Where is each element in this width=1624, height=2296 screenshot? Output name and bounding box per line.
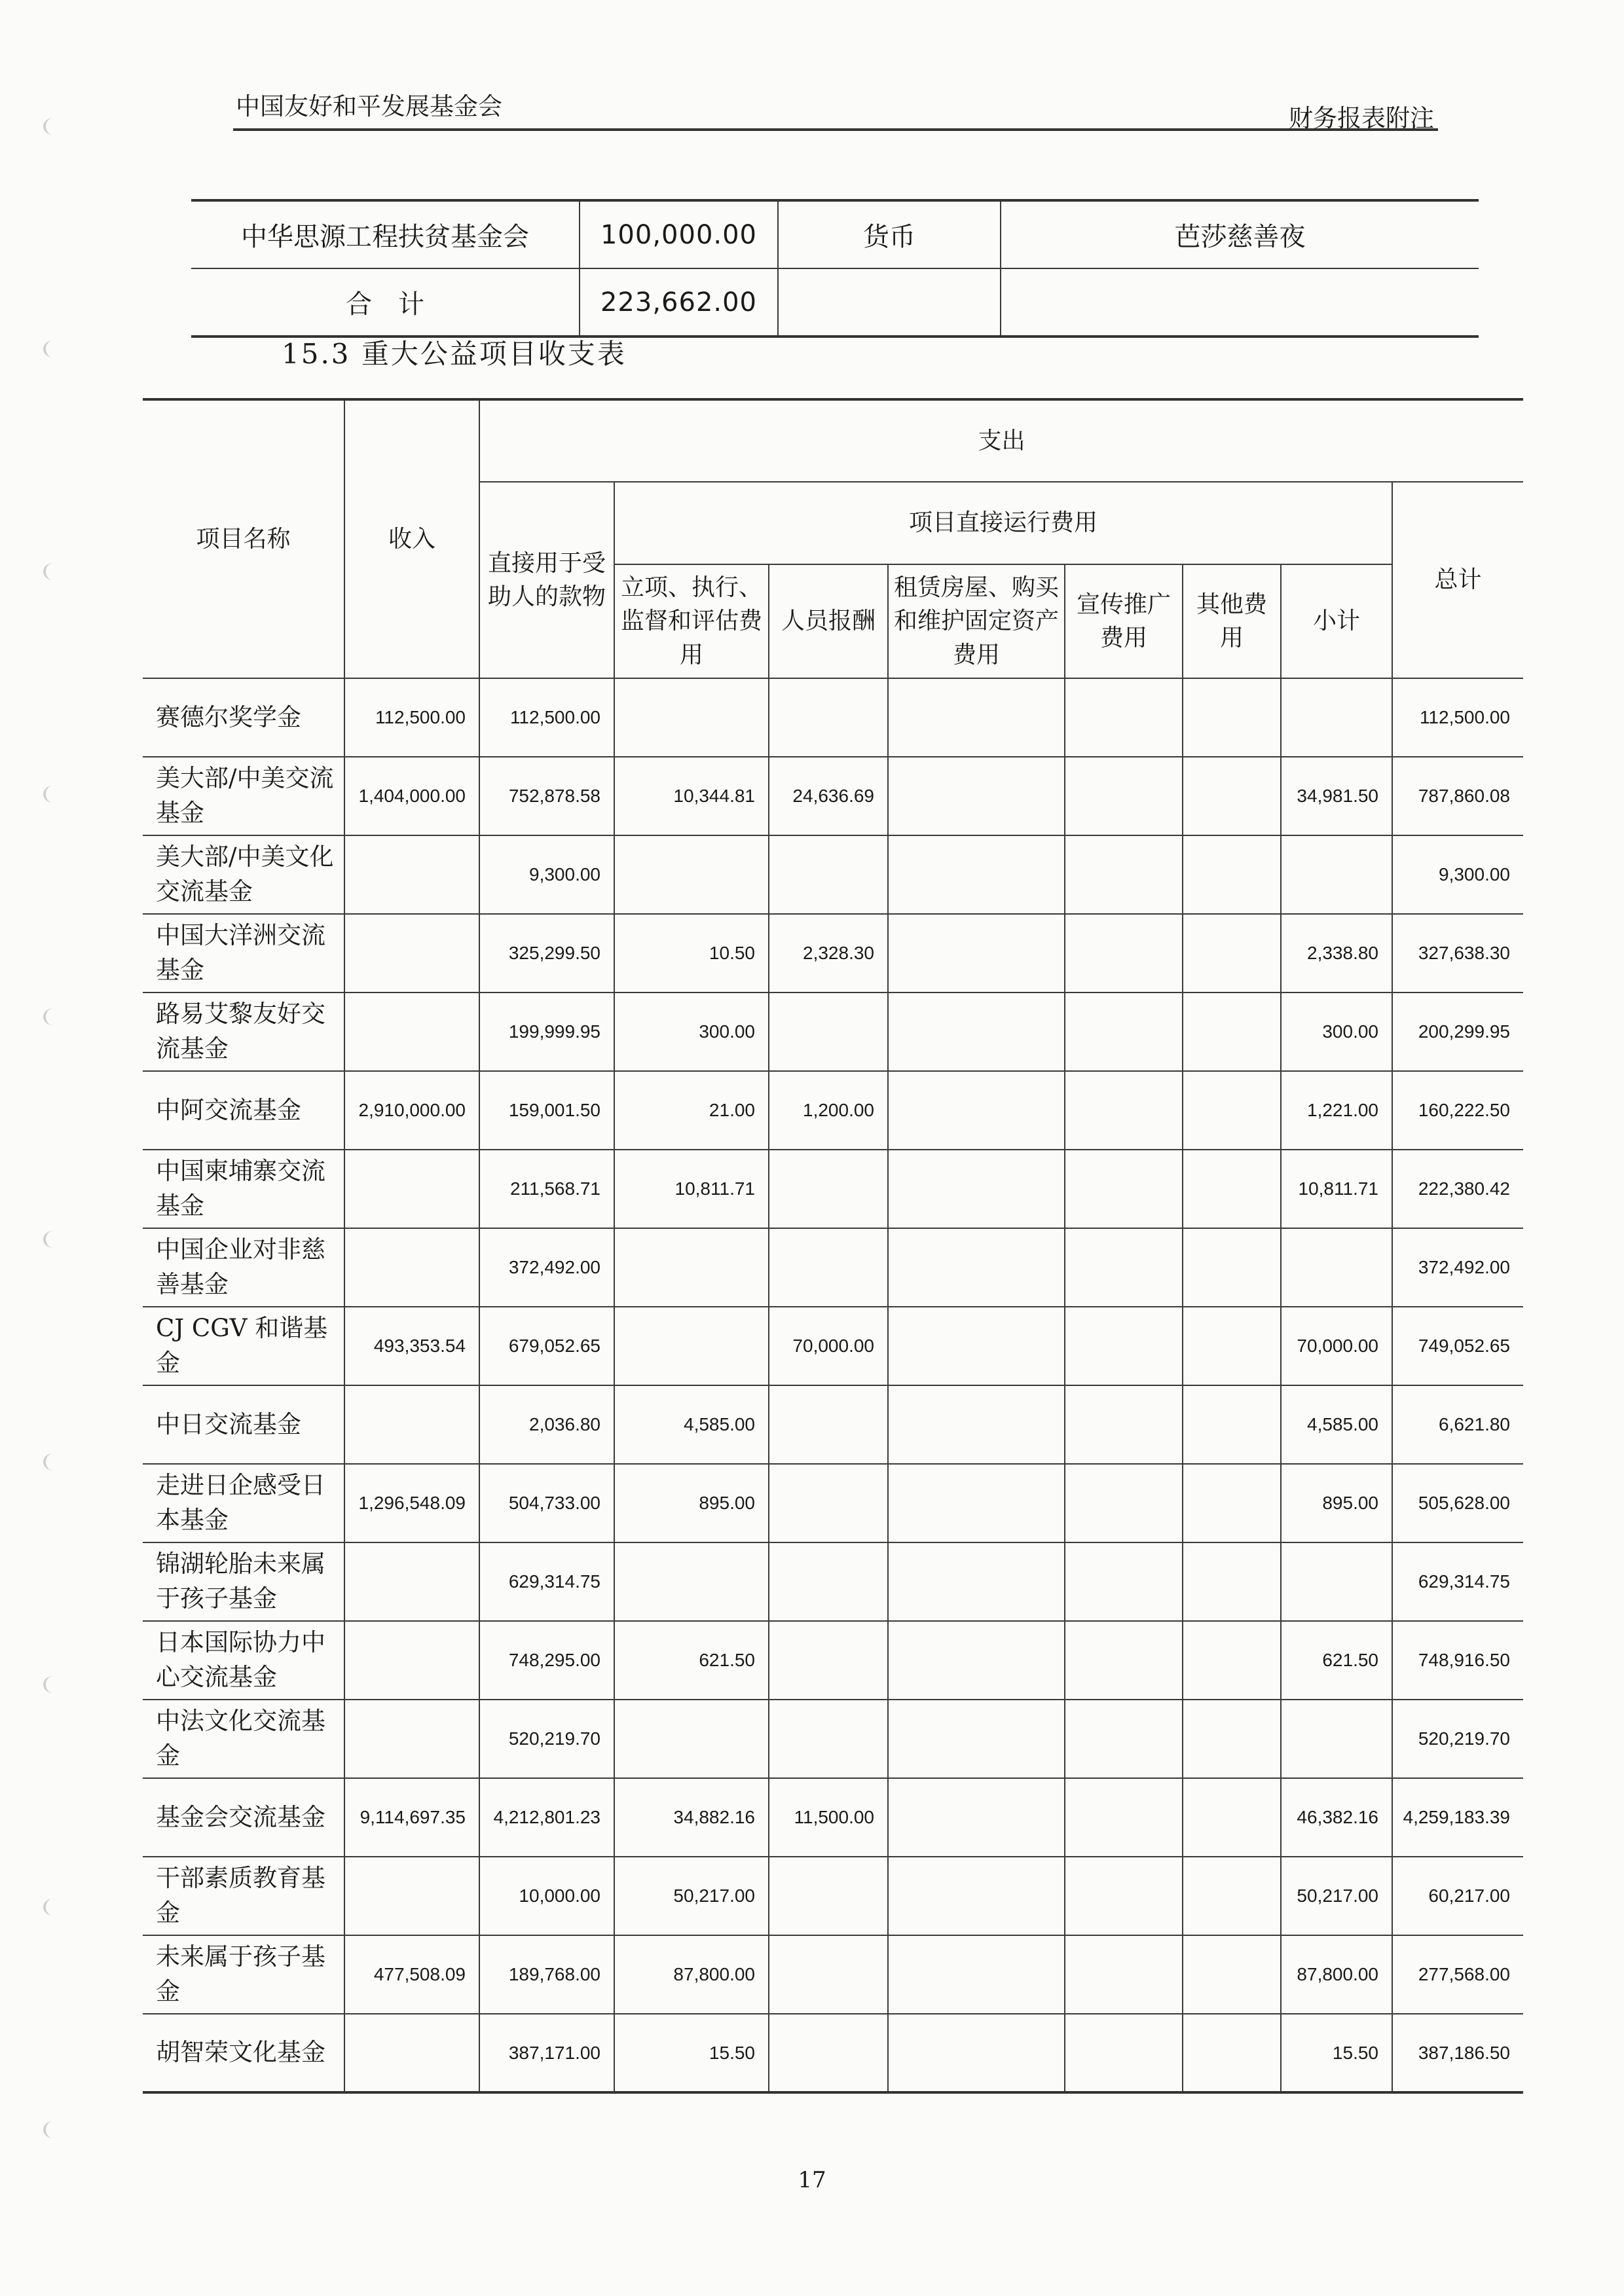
page-number: 17: [798, 2167, 826, 2193]
income-cell: 477,508.09: [344, 1935, 479, 2014]
rent-cell: [888, 1778, 1065, 1857]
direct-aid-cell: 211,568.71: [479, 1150, 614, 1228]
setup-fee-cell: 87,800.00: [614, 1935, 769, 2014]
direct-aid-cell: 679,052.65: [479, 1307, 614, 1385]
col-header-direct: 直接用于受助人的款物: [479, 482, 614, 678]
staff-pay-cell: [769, 1542, 888, 1621]
promo-cell: [1065, 1385, 1183, 1464]
direct-aid-cell: 752,878.58: [479, 757, 614, 835]
income-cell: [344, 914, 479, 993]
punch-hole-mark: [43, 563, 63, 580]
punch-hole-mark: [43, 1453, 63, 1470]
col-header-staff: 人员报酬: [769, 564, 888, 678]
col-header-income: 收入: [344, 399, 479, 678]
project-name-cell: 日本国际协力中心交流基金: [143, 1621, 344, 1700]
total-cell: 749,052.65: [1392, 1307, 1523, 1385]
table-row: [143, 757, 1523, 835]
promo-cell: [1065, 914, 1183, 993]
staff-pay-cell: [769, 1228, 888, 1307]
staff-pay-cell: [769, 1700, 888, 1778]
staff-pay-cell: 24,636.69: [769, 757, 888, 835]
income-cell: 2,910,000.00: [344, 1071, 479, 1150]
col-header-expense: 支出: [479, 399, 1523, 482]
other-fee-cell: [1183, 1935, 1281, 2014]
col-header-promo: 宣传推广费用: [1065, 564, 1183, 678]
income-cell: 1,404,000.00: [344, 757, 479, 835]
promo-cell: [1065, 1778, 1183, 1857]
promo-cell: [1065, 1542, 1183, 1621]
table-row: [143, 1228, 1523, 1307]
col-header-total: 总计: [1392, 482, 1523, 678]
total-cell: 112,500.00: [1392, 678, 1523, 757]
table-row: [143, 993, 1523, 1071]
direct-aid-cell: 629,314.75: [479, 1542, 614, 1621]
direct-aid-cell: 2,036.80: [479, 1385, 614, 1464]
other-fee-cell: [1183, 1150, 1281, 1228]
rent-cell: [888, 914, 1065, 993]
direct-aid-cell: 387,171.00: [479, 2014, 614, 2092]
table-row: [143, 678, 1523, 757]
income-cell: 112,500.00: [344, 678, 479, 757]
other-fee-cell: [1183, 1700, 1281, 1778]
setup-fee-cell: 50,217.00: [614, 1857, 769, 1935]
other-fee-cell: [1183, 1307, 1281, 1385]
setup-fee-cell: 4,585.00: [614, 1385, 769, 1464]
setup-fee-cell: 10.50: [614, 914, 769, 993]
table-row: [191, 268, 1479, 337]
total-cell: 372,492.00: [1392, 1228, 1523, 1307]
direct-aid-cell: 520,219.70: [479, 1700, 614, 1778]
total-cell: 787,860.08: [1392, 757, 1523, 835]
total-cell: 160,222.50: [1392, 1071, 1523, 1150]
table-row: [143, 1700, 1523, 1778]
subtotal-cell: 70,000.00: [1281, 1307, 1392, 1385]
setup-fee-cell: 895.00: [614, 1464, 769, 1542]
setup-fee-cell: [614, 1542, 769, 1621]
table-row: [143, 1935, 1523, 2014]
table-row: [143, 1307, 1523, 1385]
rent-cell: [888, 1857, 1065, 1935]
other-fee-cell: [1183, 1542, 1281, 1621]
table-row: [143, 1150, 1523, 1228]
staff-pay-cell: 2,328.30: [769, 914, 888, 993]
staff-pay-cell: [769, 1150, 888, 1228]
setup-fee-cell: [614, 1307, 769, 1385]
setup-fee-cell: 621.50: [614, 1621, 769, 1700]
subtotal-cell: 10,811.71: [1281, 1150, 1392, 1228]
direct-aid-cell: 9,300.00: [479, 835, 614, 914]
direct-aid-cell: 504,733.00: [479, 1464, 614, 1542]
other-fee-cell: [1183, 678, 1281, 757]
project-name-cell: CJ CGV 和谐基金: [143, 1307, 344, 1385]
col-header-rent: 租赁房屋、购买和维护固定资产费用: [888, 564, 1065, 678]
promo-cell: [1065, 1228, 1183, 1307]
other-fee-cell: [1183, 1778, 1281, 1857]
setup-fee-cell: [614, 1700, 769, 1778]
project-name-cell: 胡智荣文化基金: [143, 2014, 344, 2092]
table-row: [143, 1071, 1523, 1150]
punch-hole-mark: [43, 1231, 63, 1248]
promo-cell: [1065, 678, 1183, 757]
setup-fee-cell: 21.00: [614, 1071, 769, 1150]
promo-cell: [1065, 1857, 1183, 1935]
promo-cell: [1065, 835, 1183, 914]
table-row: [143, 1778, 1523, 1857]
project-income-expense-table: [143, 398, 1523, 2094]
staff-pay-cell: [769, 1621, 888, 1700]
setup-fee-cell: 10,811.71: [614, 1150, 769, 1228]
form-cell: [778, 268, 1001, 337]
rent-cell: [888, 993, 1065, 1071]
subtotal-cell: 15.50: [1281, 2014, 1392, 2092]
project-name-cell: 中日交流基金: [143, 1385, 344, 1464]
total-cell: 277,568.00: [1392, 1935, 1523, 2014]
header-row: [143, 399, 1523, 482]
promo-cell: [1065, 1935, 1183, 2014]
project-name-cell: 赛德尔奖学金: [143, 678, 344, 757]
setup-fee-cell: 34,882.16: [614, 1778, 769, 1857]
subtotal-cell: 1,221.00: [1281, 1071, 1392, 1150]
income-cell: [344, 1228, 479, 1307]
rent-cell: [888, 2014, 1065, 2092]
promo-cell: [1065, 1071, 1183, 1150]
direct-aid-cell: 199,999.95: [479, 993, 614, 1071]
direct-aid-cell: 112,500.00: [479, 678, 614, 757]
purpose-cell: 芭莎慈善夜: [1001, 200, 1479, 268]
table-row: [143, 2014, 1523, 2092]
rent-cell: [888, 1935, 1065, 2014]
promo-cell: [1065, 993, 1183, 1071]
setup-fee-cell: 300.00: [614, 993, 769, 1071]
rent-cell: [888, 1700, 1065, 1778]
income-cell: [344, 835, 479, 914]
other-fee-cell: [1183, 1621, 1281, 1700]
setup-fee-cell: 15.50: [614, 2014, 769, 2092]
table-row: [191, 200, 1479, 268]
staff-pay-cell: 11,500.00: [769, 1778, 888, 1857]
subtotal-cell: 34,981.50: [1281, 757, 1392, 835]
staff-pay-cell: 1,200.00: [769, 1071, 888, 1150]
subtotal-cell: [1281, 835, 1392, 914]
staff-pay-cell: [769, 835, 888, 914]
purpose-cell: [1001, 268, 1479, 337]
direct-aid-cell: 10,000.00: [479, 1857, 614, 1935]
total-cell: 629,314.75: [1392, 1542, 1523, 1621]
income-cell: [344, 993, 479, 1071]
promo-cell: [1065, 1700, 1183, 1778]
total-cell: 748,916.50: [1392, 1621, 1523, 1700]
project-name-cell: 未来属于孩子基金: [143, 1935, 344, 2014]
staff-pay-cell: [769, 678, 888, 757]
total-cell: 327,638.30: [1392, 914, 1523, 993]
staff-pay-cell: 70,000.00: [769, 1307, 888, 1385]
income-cell: 9,114,697.35: [344, 1778, 479, 1857]
direct-aid-cell: 4,212,801.23: [479, 1778, 614, 1857]
income-cell: [344, 2014, 479, 2092]
subtotal-cell: 895.00: [1281, 1464, 1392, 1542]
punch-hole-mark: [43, 2121, 63, 2138]
col-header-setup: 立项、执行、监督和评估费用: [614, 564, 769, 678]
direct-aid-cell: 372,492.00: [479, 1228, 614, 1307]
header-rule: [233, 128, 1438, 131]
other-fee-cell: [1183, 914, 1281, 993]
promo-cell: [1065, 757, 1183, 835]
setup-fee-cell: 10,344.81: [614, 757, 769, 835]
rent-cell: [888, 1228, 1065, 1307]
promo-cell: [1065, 1464, 1183, 1542]
rent-cell: [888, 835, 1065, 914]
punch-hole-mark: [43, 1676, 63, 1693]
table-row: [143, 1857, 1523, 1935]
other-fee-cell: [1183, 1228, 1281, 1307]
subtotal-cell: 50,217.00: [1281, 1857, 1392, 1935]
total-cell: 9,300.00: [1392, 835, 1523, 914]
setup-fee-cell: [614, 678, 769, 757]
rent-cell: [888, 757, 1065, 835]
donor-cell: 中华思源工程扶贫基金会: [191, 200, 580, 268]
total-cell: 387,186.50: [1392, 2014, 1523, 2092]
staff-pay-cell: [769, 1385, 888, 1464]
table-row: [143, 1621, 1523, 1700]
punch-hole-mark: [43, 786, 63, 803]
income-cell: 1,296,548.09: [344, 1464, 479, 1542]
promo-cell: [1065, 1621, 1183, 1700]
setup-fee-cell: [614, 835, 769, 914]
promo-cell: [1065, 1150, 1183, 1228]
punch-hole-mark: [43, 118, 63, 135]
income-cell: [344, 1700, 479, 1778]
total-cell: 6,621.80: [1392, 1385, 1523, 1464]
total-label-cell: 合 计: [191, 268, 580, 337]
income-cell: [344, 1857, 479, 1935]
rent-cell: [888, 1307, 1065, 1385]
rent-cell: [888, 1621, 1065, 1700]
header-organization: 中国友好和平发展基金会: [236, 92, 502, 120]
punch-hole-mark: [43, 1899, 63, 1916]
other-fee-cell: [1183, 1857, 1281, 1935]
promo-cell: [1065, 2014, 1183, 2092]
table-row: [143, 1464, 1523, 1542]
total-cell: 520,219.70: [1392, 1700, 1523, 1778]
subtotal-cell: 4,585.00: [1281, 1385, 1392, 1464]
total-cell: 60,217.00: [1392, 1857, 1523, 1935]
rent-cell: [888, 678, 1065, 757]
project-name-cell: 中国企业对非慈善基金: [143, 1228, 344, 1307]
amount-cell: 223,662.00: [580, 268, 778, 337]
income-cell: [344, 1542, 479, 1621]
income-cell: [344, 1385, 479, 1464]
project-name-cell: 中阿交流基金: [143, 1071, 344, 1150]
income-cell: [344, 1150, 479, 1228]
rent-cell: [888, 1071, 1065, 1150]
subtotal-cell: 87,800.00: [1281, 1935, 1392, 2014]
staff-pay-cell: [769, 993, 888, 1071]
table-row: [143, 835, 1523, 914]
other-fee-cell: [1183, 1071, 1281, 1150]
subtotal-cell: [1281, 678, 1392, 757]
col-header-subtotal: 小计: [1281, 564, 1392, 678]
total-cell: 200,299.95: [1392, 993, 1523, 1071]
rent-cell: [888, 1542, 1065, 1621]
col-header-operating: 项目直接运行费用: [614, 482, 1392, 564]
subtotal-cell: [1281, 1542, 1392, 1621]
other-fee-cell: [1183, 2014, 1281, 2092]
col-header-other: 其他费用: [1183, 564, 1281, 678]
income-cell: [344, 1621, 479, 1700]
other-fee-cell: [1183, 1385, 1281, 1464]
project-name-cell: 中国柬埔寨交流基金: [143, 1150, 344, 1228]
project-name-cell: 路易艾黎友好交流基金: [143, 993, 344, 1071]
staff-pay-cell: [769, 1464, 888, 1542]
direct-aid-cell: 748,295.00: [479, 1621, 614, 1700]
form-cell: 货币: [778, 200, 1001, 268]
table-row: [143, 914, 1523, 993]
subtotal-cell: [1281, 1700, 1392, 1778]
project-name-cell: 中法文化交流基金: [143, 1700, 344, 1778]
income-cell: 493,353.54: [344, 1307, 479, 1385]
setup-fee-cell: [614, 1228, 769, 1307]
col-header-name: 项目名称: [143, 399, 344, 678]
project-name-cell: 中国大洋洲交流基金: [143, 914, 344, 993]
total-cell: 4,259,183.39: [1392, 1778, 1523, 1857]
total-cell: 222,380.42: [1392, 1150, 1523, 1228]
rent-cell: [888, 1150, 1065, 1228]
subtotal-cell: [1281, 1228, 1392, 1307]
direct-aid-cell: 189,768.00: [479, 1935, 614, 2014]
table-row: [143, 1385, 1523, 1464]
project-name-cell: 美大部/中美交流基金: [143, 757, 344, 835]
rent-cell: [888, 1385, 1065, 1464]
rent-cell: [888, 1464, 1065, 1542]
donation-tail-table: [191, 199, 1479, 338]
promo-cell: [1065, 1307, 1183, 1385]
other-fee-cell: [1183, 993, 1281, 1071]
staff-pay-cell: [769, 2014, 888, 2092]
punch-hole-mark: [43, 340, 63, 357]
project-name-cell: 锦湖轮胎未来属于孩子基金: [143, 1542, 344, 1621]
project-name-cell: 美大部/中美文化交流基金: [143, 835, 344, 914]
staff-pay-cell: [769, 1857, 888, 1935]
direct-aid-cell: 325,299.50: [479, 914, 614, 993]
table-row: [143, 1542, 1523, 1621]
amount-cell: 100,000.00: [580, 200, 778, 268]
header-document-title: 财务报表附注: [1289, 104, 1434, 132]
punch-hole-mark: [43, 1008, 63, 1025]
other-fee-cell: [1183, 1464, 1281, 1542]
subtotal-cell: 2,338.80: [1281, 914, 1392, 993]
direct-aid-cell: 159,001.50: [479, 1071, 614, 1150]
other-fee-cell: [1183, 835, 1281, 914]
project-name-cell: 干部素质教育基金: [143, 1857, 344, 1935]
total-cell: 505,628.00: [1392, 1464, 1523, 1542]
subtotal-cell: 621.50: [1281, 1621, 1392, 1700]
subtotal-cell: 46,382.16: [1281, 1778, 1392, 1857]
section-title: 15.3 重大公益项目收支表: [282, 338, 627, 370]
subtotal-cell: 300.00: [1281, 993, 1392, 1071]
project-name-cell: 基金会交流基金: [143, 1778, 344, 1857]
other-fee-cell: [1183, 757, 1281, 835]
project-name-cell: 走进日企感受日本基金: [143, 1464, 344, 1542]
staff-pay-cell: [769, 1935, 888, 2014]
